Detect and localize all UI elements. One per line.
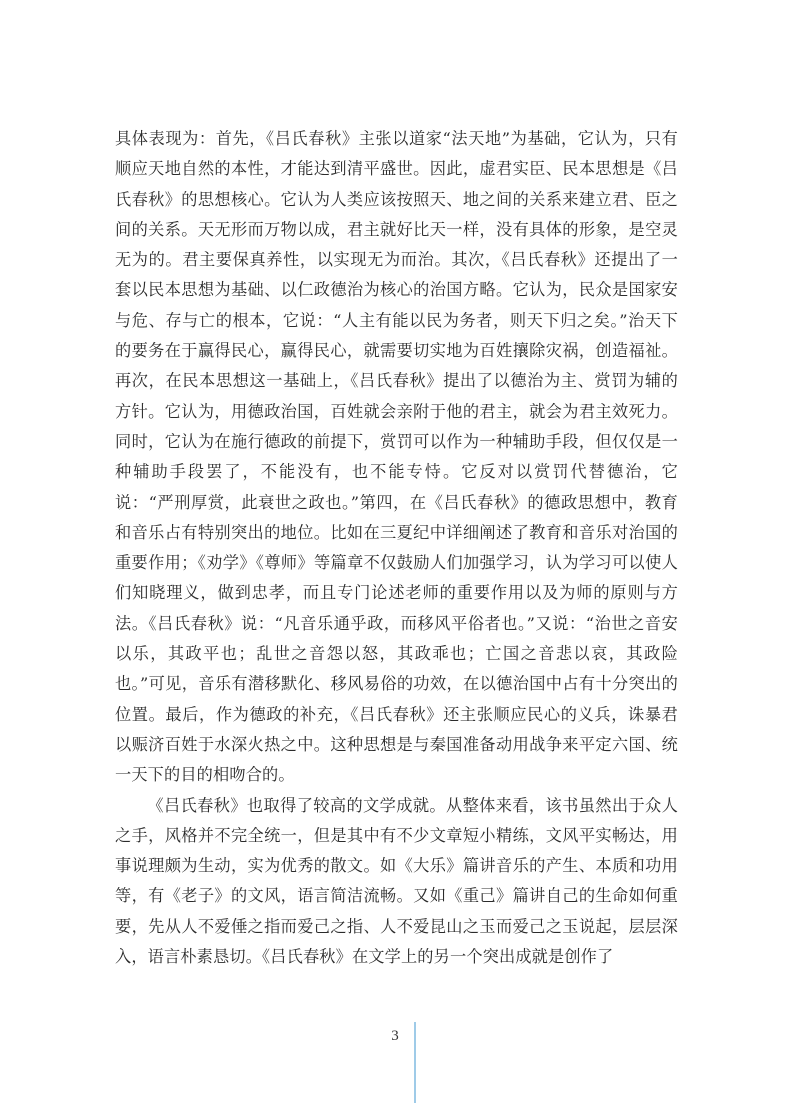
body-text: [115, 124, 678, 972]
page-number: 3: [391, 1028, 399, 1044]
page-footer: [0, 1022, 790, 1103]
paragraph-continuation: 具体表现为：首先，《吕氏春秋》主张以道家“法天地”为基础，它认为，只有顺应天地自然的本性，才能达到清平盛世。因此，虚君实臣、民本思想是《吕氏春秋》的思想核心。它认为人类应该按照天、地之间的关系来建立君、臣之间的关系。天无形而万物以成，君主就好比天一样，没有具体的形象，是空灵无为的。君主要保真养性，以实现无为而治。其次，《吕氏春秋》还提出了一套以民本思想为基础、以仁政德治为核心的治国方略。它认为，民众是国家安与危、存与亡的根本，它说：“人主有能以民为务者，则天下归之矣。”治天下的要务在于赢得民心，赢得民心，就需要切实地为百姓攘除灾祸，创造福祉。再次，在民本思想这一基础上，《吕氏春秋》提出了以德治为主、赏罚为辅的方针。它认为，用德政治国，百姓就会亲附于他的君主，就会为君主效死力。同时，它认为在施行德政的前提下，赏罚可以作为一种辅助手段，但仅仅是一种辅助手段罢了，不能没有，也不能专恃。它反对以赏罚代替德治，它说：“严刑厚赏，此衰世之政也。”第四，在《吕氏春秋》的德政思想中，教育和音乐占有特别突出的地位。比如在三夏纪中详细阐述了教育和音乐对治国的重要作用；《劝学》《尊师》等篇章不仅鼓励人们加强学习，认为学习可以使人们知晓理义，做到忠孝，而且专门论述老师的重要作用以及为师的原则与方法。《吕氏春秋》说：“凡音乐通乎政，而移风平俗者也。”又说：“治世之音安以乐，其政平也；乱世之音怨以怒，其政乖也；亡国之音悲以哀，其政险也。”可见，音乐有潜移默化、移风易俗的功效，在以德治国中占有十分突出的位置。最后，作为德政的补充，《吕氏春秋》还主张顺应民心的义兵，诛暴君以赈济百姓于水深火热之中。这种思想是与秦国准备动用战争来平定六国、统一天下的目的相吻合的。: [115, 129, 678, 785]
paragraph-literary-achievement: 《吕氏春秋》也取得了较高的文学成就。从整体来看，该书虽然出于众人之手，风格并不完全统一，但是其中有不少文章短小精练，文风平实畅达，用事说理颇为生动，实为优秀的散文。如《大乐》篇讲音乐的产生、本质和功用等，有《老子》的文风，语言简洁流畅。又如《重己》篇讲自己的生命如何重要，先从人不爱倕之指而爱己之指、人不爱昆山之玉而爱己之玉说起，层层深入，语言朴素恳切。《吕氏春秋》在文学上的另一个突出成就是创作了: [115, 795, 678, 967]
footer-divider: [414, 1022, 416, 1103]
